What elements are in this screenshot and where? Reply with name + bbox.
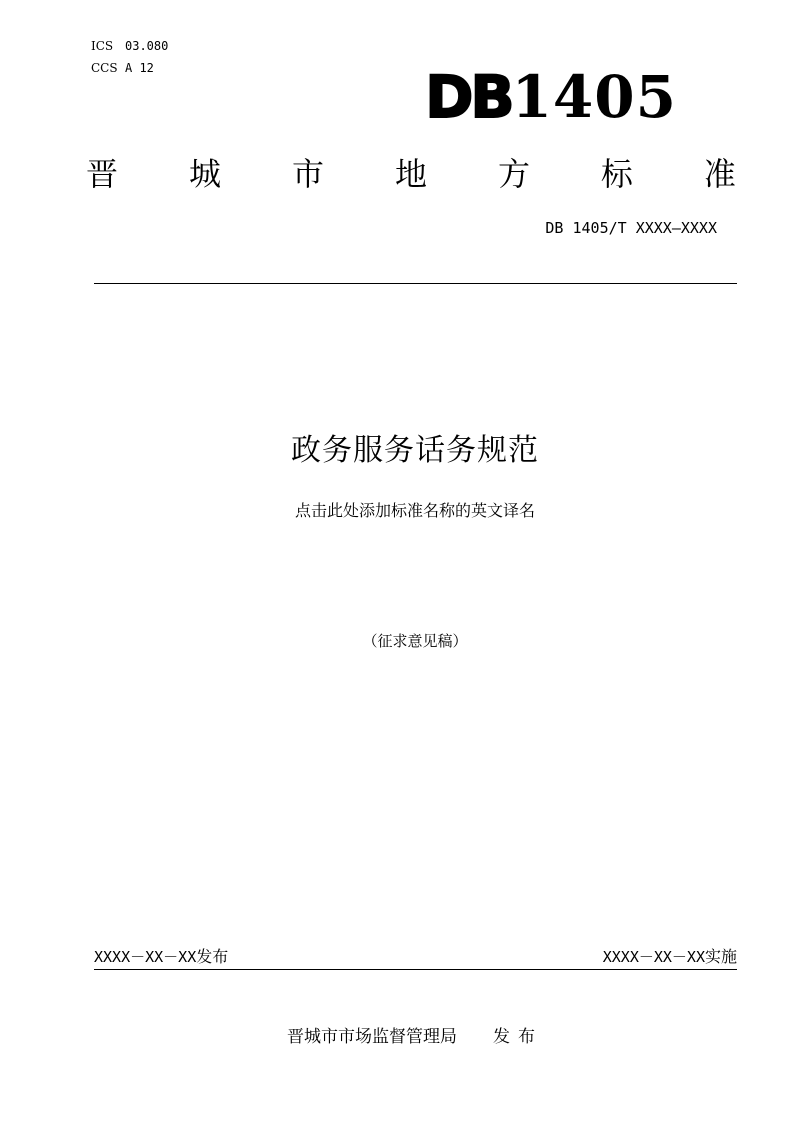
ics-code-row — [91, 39, 168, 53]
standard-type-char: 市 — [291, 155, 324, 193]
ccs-label: CCS — [91, 61, 118, 75]
standard-type-char: 方 — [497, 155, 530, 193]
issue-date: XXXX－XX－XX — [94, 948, 197, 966]
draft-status: （征求意见稿） — [362, 632, 468, 650]
document-title: 政务服务话务规范 — [291, 433, 539, 468]
standard-type-char: 标 — [600, 155, 633, 193]
issue-date-block — [94, 946, 228, 968]
implementation-label: 实施 — [704, 947, 737, 966]
implementation-date: XXXX－XX－XX — [602, 948, 705, 966]
bottom-divider — [94, 969, 737, 970]
issuer-action: 发布 — [493, 1027, 543, 1047]
ccs-code: A 12 — [125, 61, 154, 75]
top-divider — [94, 283, 737, 284]
standard-type-char: 城 — [188, 155, 221, 193]
ics-code: 03.080 — [125, 39, 169, 53]
english-title-placeholder[interactable]: 点击此处添加标准名称的英文译名 — [294, 501, 535, 520]
db-prefix: DB — [425, 63, 512, 131]
implementation-date-block — [603, 946, 737, 968]
issuer-line — [0, 1025, 793, 1049]
standard-number: DB 1405/T XXXX—XXXX — [545, 219, 717, 237]
db-number: 1405 — [511, 63, 677, 131]
standard-type-char: 地 — [394, 155, 427, 193]
standard-type-title — [86, 152, 736, 196]
ics-label: ICS — [91, 39, 114, 53]
issuer-name: 晋城市市场监督管理局 — [287, 1027, 457, 1047]
ccs-code-row — [91, 61, 154, 75]
standard-type-char: 准 — [703, 155, 736, 193]
db-code-logo — [425, 63, 677, 143]
issue-label: 发布 — [196, 947, 229, 966]
standard-type-char: 晋 — [86, 155, 119, 193]
